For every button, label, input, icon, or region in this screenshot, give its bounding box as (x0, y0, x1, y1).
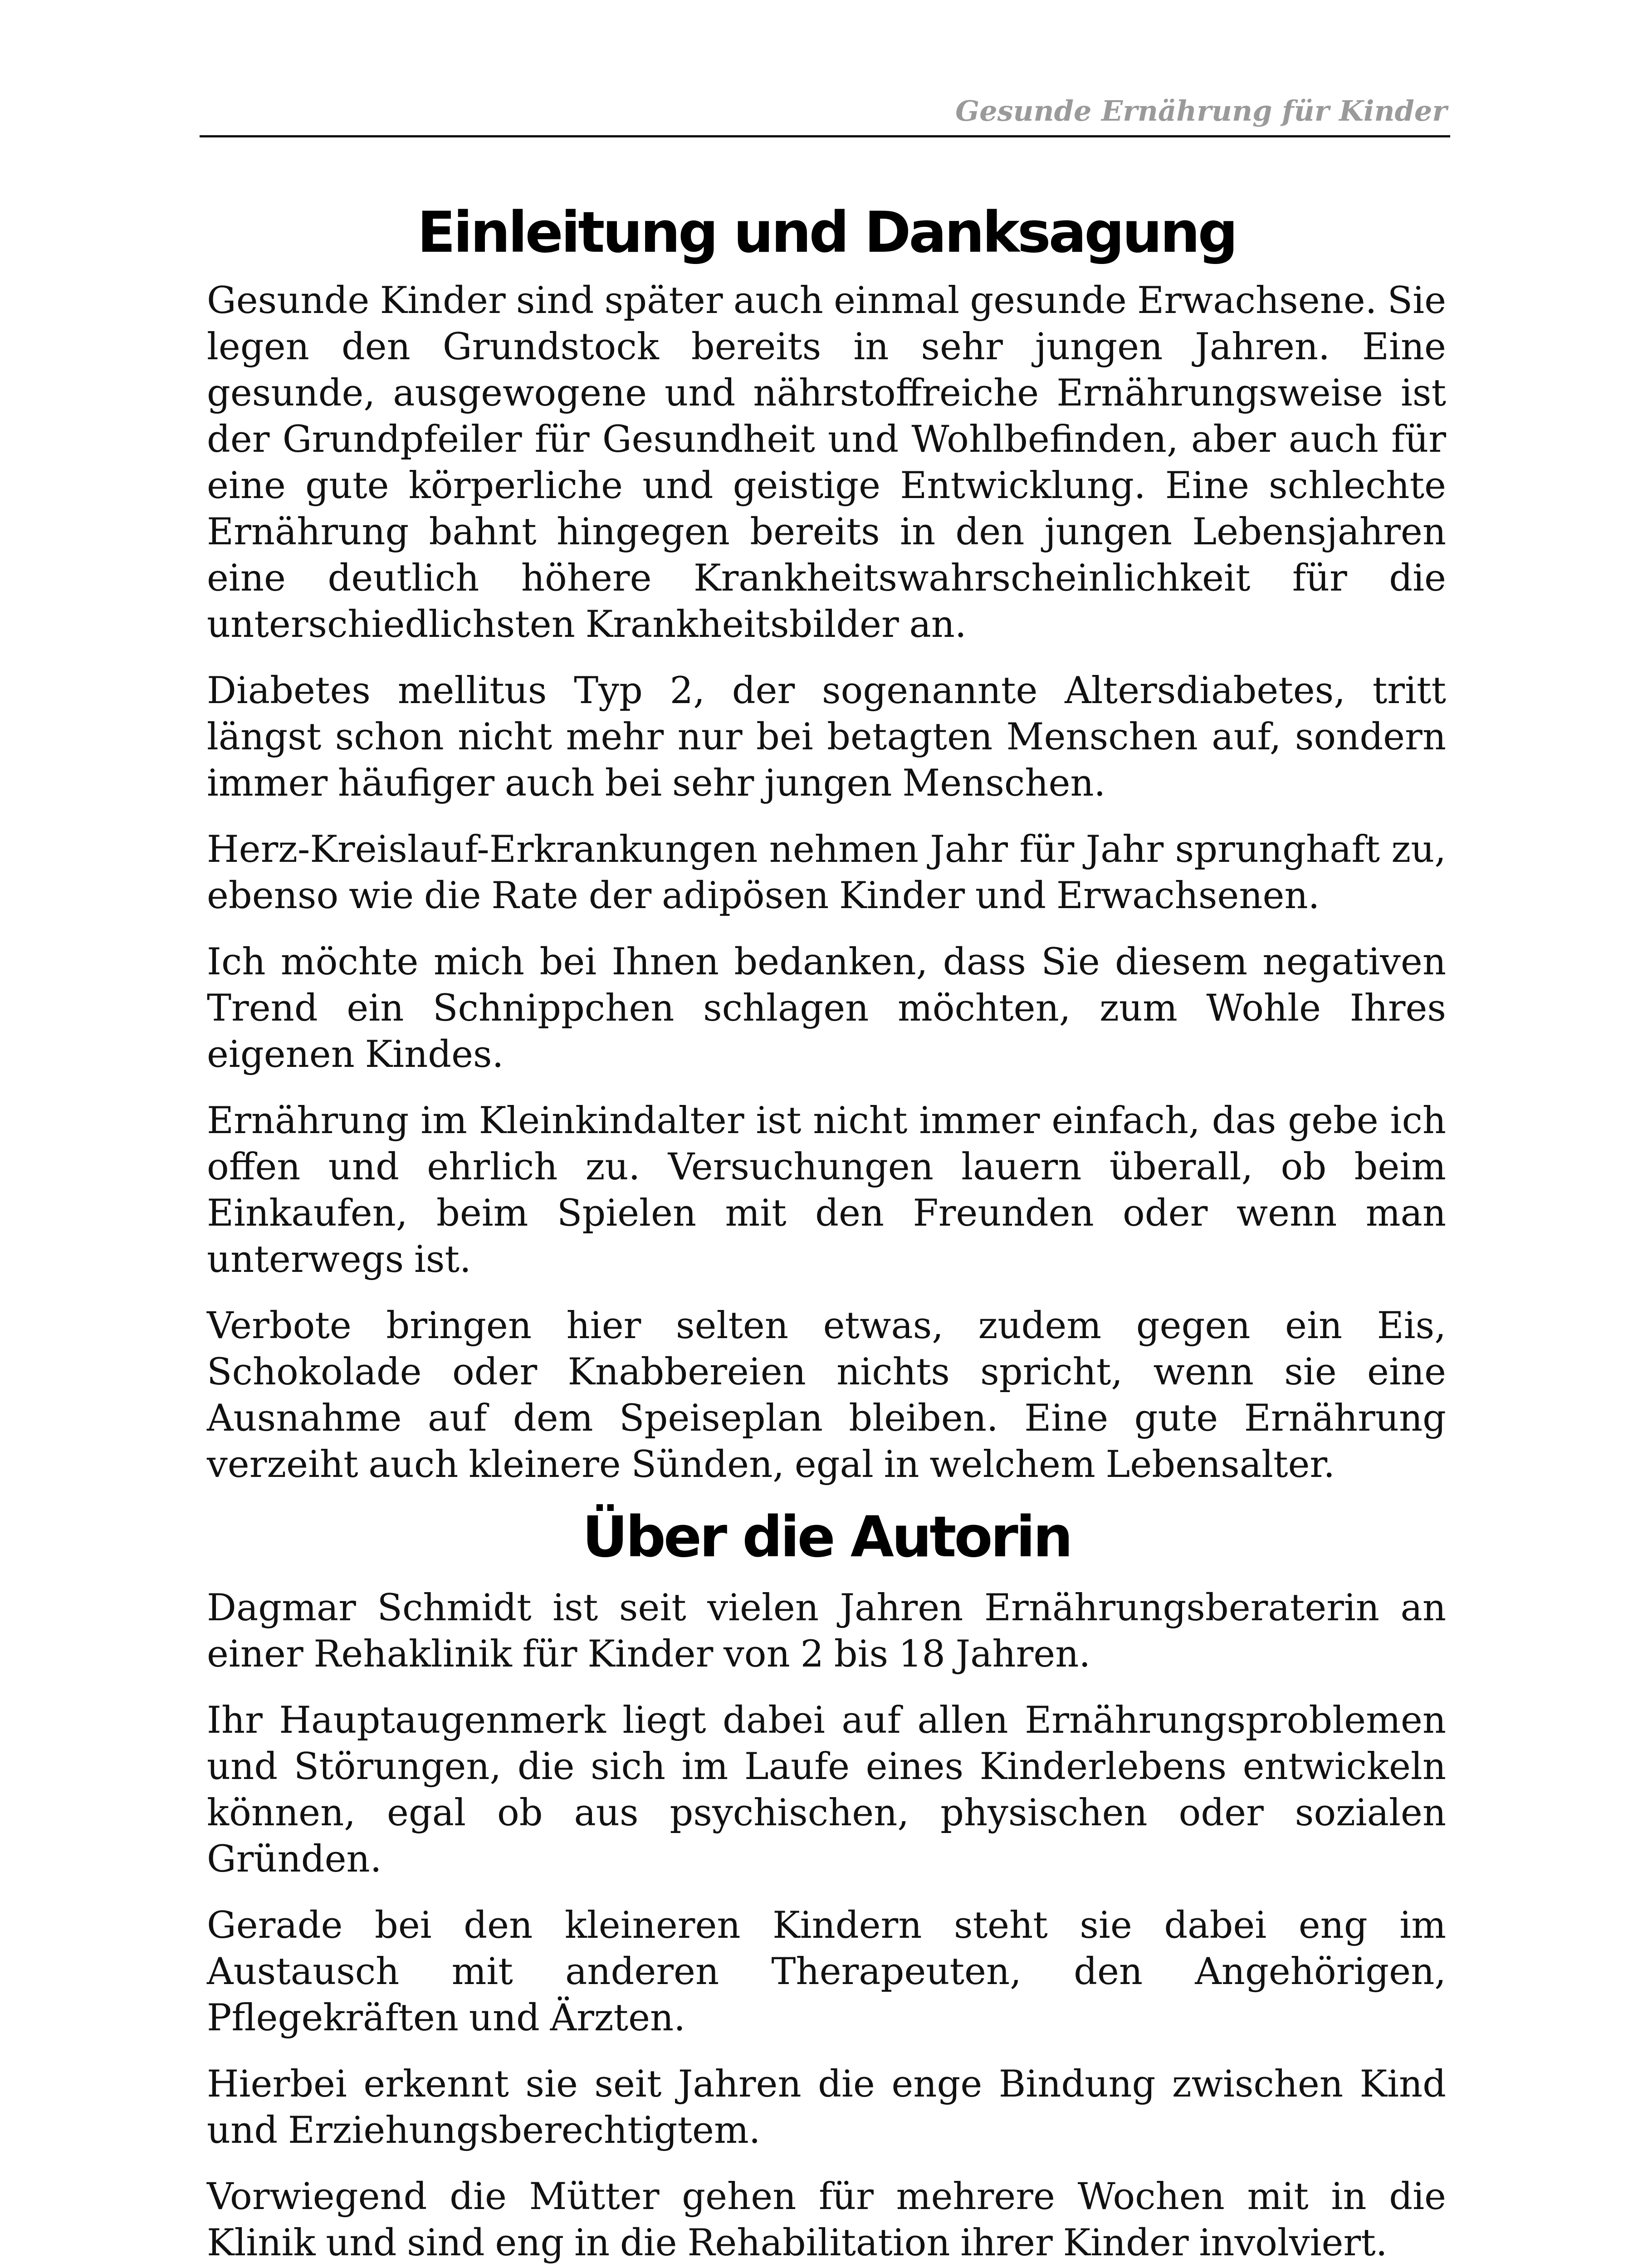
page-body (207, 200, 1446, 2268)
paragraph: Herz-Kreislauf-Erkrankungen nehmen Jahr für Jahr sprunghaft zu, ebenso wie die Rate der adipösen Kinder und Erwachsenen. (207, 828, 1446, 918)
header-rule (200, 135, 1450, 137)
paragraph: Ernährung im Kleinkindalter ist nicht immer einfach, das gebe ich offen und ehrlich zu. Versuchungen lauern überall, ob beim Einkaufen, beim Spielen mit den Freunden oder wenn man unterwegs ist. (207, 1100, 1446, 1281)
paragraph: Verbote bringen hier selten etwas, zudem gegen ein Eis, Schokolade oder Knabbereien nichts spricht, wenn sie eine Ausnahme auf dem Speiseplan bleiben. Eine gute Ernährung verzeiht auch kleinere Sünden, egal in welchem Lebensalter. (207, 1305, 1446, 1486)
paragraph: Ihr Hauptaugenmerk liegt dabei auf allen Ernährungsproblemen und Störungen, die sich im Laufe eines Kinderlebens entwickeln können, egal ob aus psychischen, physischen oder sozialen Gründen. (207, 1699, 1446, 1881)
paragraph: Hierbei erkennt sie seit Jahren die enge Bindung zwischen Kind und Erziehungsberechtigtem. (207, 2063, 1446, 2152)
paragraph: Gerade bei den kleineren Kindern steht sie dabei eng im Austausch mit anderen Therapeuten, den Angehörigen, Pflegekräften und Ärzten. (207, 1904, 1446, 2040)
paragraph: Gesunde Kinder sind später auch einmal gesunde Erwachsene. Sie legen den Grundstock bereits in sehr jungen Jahren. Eine gesunde, ausgewogene und nährstoffreiche Ernährungsweise ist der Grundpfeiler für Gesundheit und Wohlbefinden, aber auch für eine gute körperliche und geistige Entwicklung. Eine schlechte Ernährung bahnt hingegen bereits in den jungen Lebensjahren eine deutlich höhere Krankheitswahrscheinlichkeit für die unterschiedlichsten Krankheitsbilder an. (207, 279, 1446, 646)
section-title-about-author: Über die Autorin (582, 1505, 1071, 1570)
paragraph: Diabetes mellitus Typ 2, der sogenannte Altersdiabetes, tritt längst schon nicht mehr nur bei betagten Menschen auf, sondern immer häufiger auch bei sehr jungen Menschen. (207, 670, 1446, 805)
paragraph: Vorwiegend die Mütter gehen für mehrere Wochen mit in die Klinik und sind eng in die Rehabilitation ihrer Kinder involviert. (207, 2175, 1446, 2265)
paragraph: Dagmar Schmidt ist seit vielen Jahren Ernährungsberaterin an einer Rehaklinik für Kinder von 2 bis 18 Jahren. (207, 1587, 1446, 1676)
paragraph: Ich möchte mich bei Ihnen bedanken, dass Sie diesem negativen Trend ein Schnippchen schlagen möchten, zum Wohle Ihres eigenen Kindes. (207, 941, 1446, 1076)
section-title-introduction: Einleitung und Danksagung (417, 200, 1236, 265)
running-header-title: Gesunde Ernährung für Kinder (955, 94, 1447, 127)
